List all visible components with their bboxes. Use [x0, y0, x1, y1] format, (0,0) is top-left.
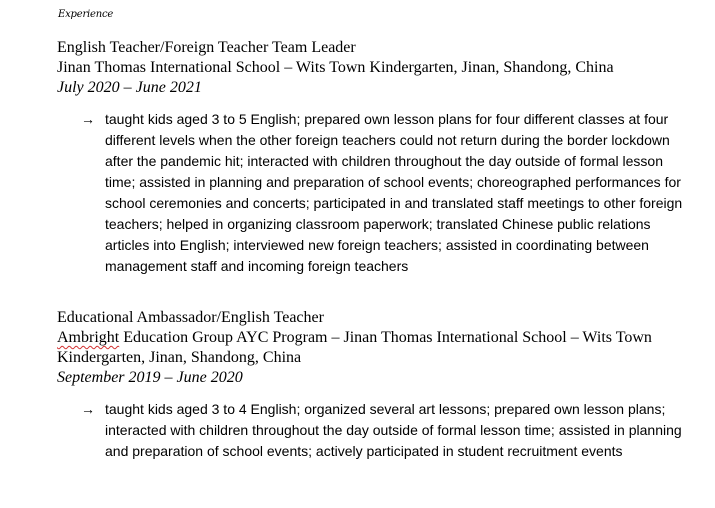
- job-description-2: [81, 399, 691, 462]
- job-header-1: [57, 38, 614, 98]
- job-description-1: [81, 109, 691, 277]
- job-organization: Jinan Thomas International School – Wits Town Kindergarten, Jinan, Shandong, China: [57, 59, 614, 76]
- job-header-2: [57, 308, 697, 388]
- job-dates: September 2019 – June 2020: [57, 369, 243, 386]
- job-dates: July 2020 – June 2021: [57, 79, 202, 96]
- job-description-text: taught kids aged 3 to 5 English; prepared own lesson plans for four different classes at four different levels when the other foreign teachers could not return during the border lockdown after the pandemic hit; interacted with children throughout the day outside of formal lesson time; assisted in planning and preparation of school events; choreographed performances for school ceremonies and concerts; participated in and translated staff meetings to other foreign teachers; helped in organizing classroom paperwork; translated Chinese public relations articles into English; interviewed new foreign teachers; assisted in coordinating between management staff and incoming foreign teachers: [105, 111, 683, 274]
- job-title: Educational Ambassador/English Teacher: [57, 309, 324, 326]
- job-organization: [57, 328, 697, 368]
- arrow-bullet-icon: →: [81, 401, 95, 417]
- job-title: English Teacher/Foreign Teacher Team Leader: [57, 39, 356, 56]
- job-description-text: taught kids aged 3 to 4 English; organized several art lessons; prepared own lesson plans; interacted with children throughout the day outside of formal lesson time; assisted in planning and preparation of school events; actively participated in student recruitment events: [105, 401, 682, 459]
- job-organization-rest: Education Group AYC Program – Jinan Thomas International School – Wits Town Kindergarten, Jinan, Shandong, China: [57, 329, 652, 366]
- section-heading: Experience: [58, 9, 114, 20]
- arrow-bullet-icon: →: [81, 111, 95, 127]
- spellcheck-flagged-word: Ambright: [57, 329, 120, 346]
